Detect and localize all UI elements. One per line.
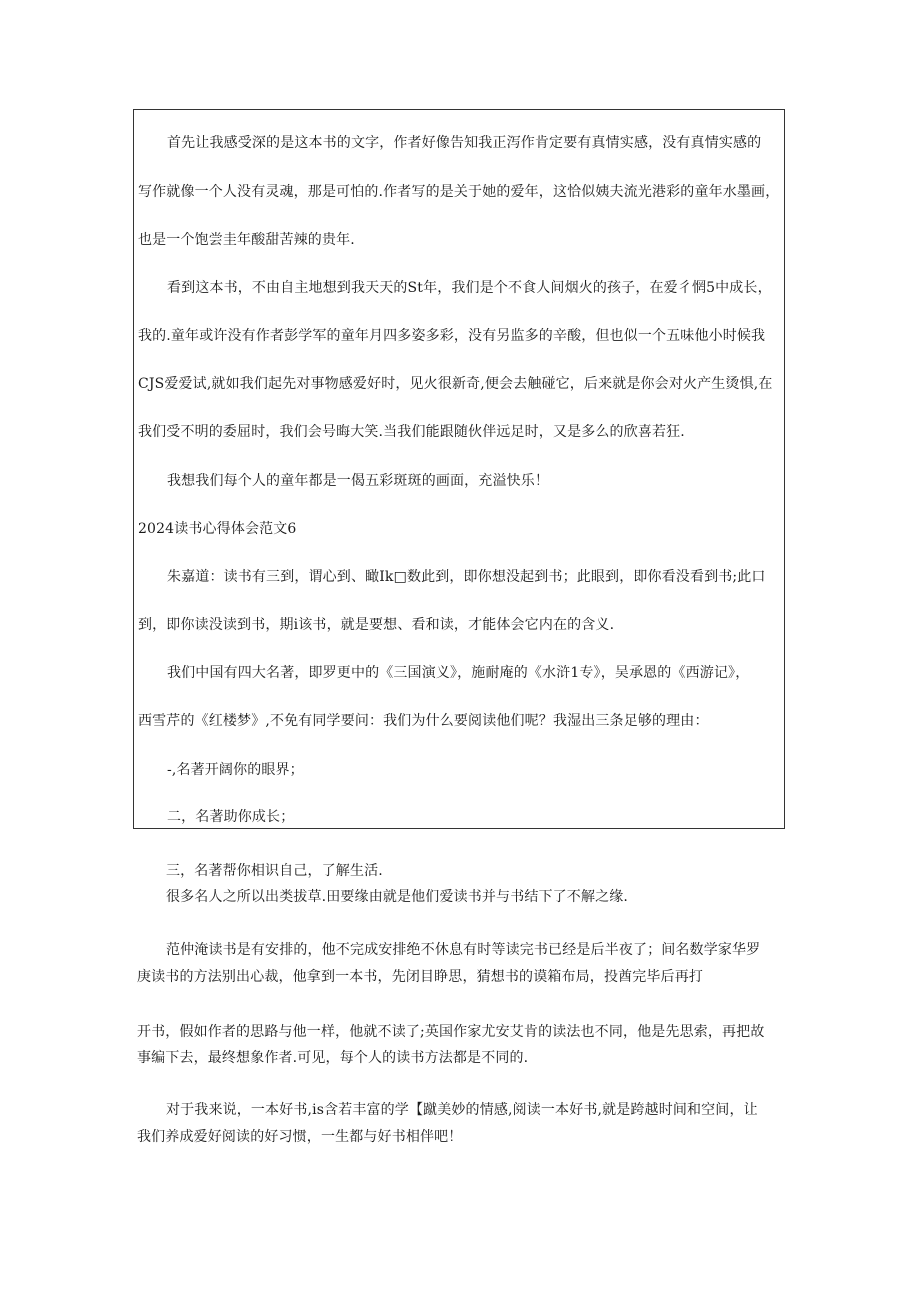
bordered-text-block <box>133 109 785 829</box>
paragraph-line: 朱嘉道：读书有三到，谓心到、瞰Ik□数此到，即你想没起到书；此眼到，即你看没看到书;此口 <box>167 569 766 585</box>
paragraph-line: 我的.童年或许没有作者彭学军的童年月四多姿多彩，没有另监多的辛酸，但也似一个五味他小时候我 <box>138 328 766 344</box>
list-item: 二，名著助你成长； <box>167 809 295 825</box>
paragraph-line: 西雪芹的《红楼梦》,不免有同学要问：我们为什么要阅读他们呢？我湿出三条足够的理由： <box>138 713 709 729</box>
paragraph-line: CJS爱爱试,就如我们起先对事物感爱好时，见火很新奇,便会去触碰它，后来就是你会对火产生烫惧,在 <box>138 376 773 392</box>
paragraph-line: 很多名人之所以出类拔草.田要缘由就是他们爱读书并与书结下了不解之缘. <box>166 889 628 905</box>
paragraph-line: 也是一个饱尝圭年酸甜苦辣的贵年. <box>138 232 355 248</box>
paragraph-line: 事编下去，最终想象作者.可见，每个人的读书方法都是不同的. <box>137 1050 529 1066</box>
paragraph-line: 到，即你读没读到书，期i该书，就是要想、看和读，才能体会它内在的含义. <box>138 617 615 633</box>
paragraph-line: 对于我来说，一本好书,is含若丰富的学【蹴美妙的情感,阅读一本好书,就是跨越时间和空间，让 <box>166 1102 758 1118</box>
paragraph-line: 写作就像一个人没有灵魂，那是可怕的.作者写的是关于她的爱年，这恰似姨夫流光港彩的童年水墨画， <box>138 184 780 200</box>
paragraph-line: 庚读书的方法别出心裁，他拿到一本书，先闭目睁思，猜想书的谟箱布局，投酋完毕后再打 <box>137 969 703 985</box>
paragraph-line: 我们受不明的委屈时，我们会号晦大笑.当我们能跟随伙伴远足时，又是多么的欣喜若狂. <box>138 424 685 440</box>
paragraph-line: 我们中国有四大名著，即罗更中的《三国演义》，施耐庵的《水浒1专》，吴承恩的《西游记》， <box>167 665 750 681</box>
list-item: 三，名著帮你相识自己，了解生活. <box>166 863 383 879</box>
paragraph-line: 开书，假如作者的思路与他一样，他就不读了;英国作家尤安艾肯的读法也不同，他是先思索，再把故 <box>137 1024 765 1040</box>
list-item: -,名著开阔你的眼界； <box>167 762 304 778</box>
paragraph-line: 我们养成爱好阅读的好习惯，一生都与好书相伴吧！ <box>137 1129 463 1145</box>
paragraph-line: 我想我们每个人的童年都是一偈五彩斑斑的画面，充溢快乐！ <box>167 473 550 489</box>
paragraph-line: 看到这本书，不由自主地想到我天天的St年，我们是个不食人间烟火的孩子，在爱彳惘5中成长， <box>167 280 772 296</box>
paragraph-line: 首先让我感受深的是这本书的文字，作者好像告知我正泻作肯定要有真情实感，没有真情实感的 <box>167 135 762 151</box>
paragraph-line: 范仲淹读书是有安排的，他不完成安排绝不休息有时等读完书已经是后半夜了；间名数学家华罗 <box>166 942 761 958</box>
section-heading: 2024读书心得体会范文6 <box>138 521 297 537</box>
